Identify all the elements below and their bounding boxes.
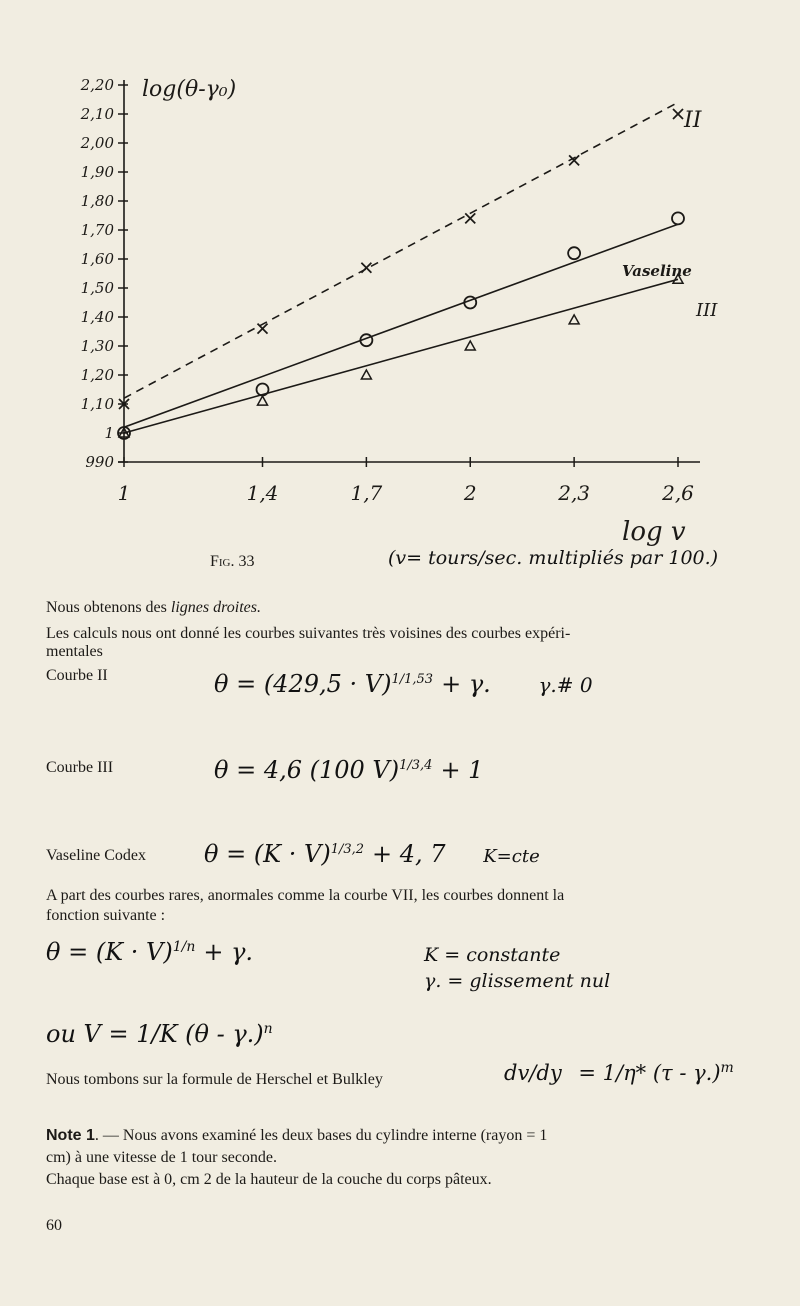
eq-main: θ = (K · V) (46, 938, 173, 966)
eq-exponent: 1/3,4 (399, 758, 433, 773)
y-axis-label: log(θ-γ₀) (142, 77, 237, 102)
y-tick-label: 1,60 (80, 250, 114, 268)
eq-main: θ = 4,6 (100 V) (214, 756, 400, 784)
label-curve-ii: II (684, 108, 702, 133)
marker-triangle (258, 396, 268, 405)
marker-triangle (569, 315, 579, 324)
y-tick-label: 1,40 (80, 308, 114, 326)
label-courbe-iii: Courbe III (46, 759, 114, 776)
equation-courbe-ii (214, 670, 593, 698)
eq-exponent: 1/3,2 (330, 842, 365, 857)
marker-x (361, 263, 371, 273)
paragraph-herschel-bulkley: Nous tombons sur la formule de Herschel et Bulkley (46, 1071, 383, 1088)
y-tick-label: 2,20 (80, 76, 114, 94)
eq-exponent: n (263, 1021, 273, 1037)
eq-main: θ = (429,5 · V) (214, 670, 392, 698)
figure-33-chart (0, 0, 800, 600)
paragraph-function-2: fonction suivante : (46, 907, 166, 924)
y-tick-label: 2,00 (80, 134, 114, 152)
marker-triangle (361, 370, 371, 379)
y-tick-label: 1 (104, 424, 114, 442)
eq-exponent: 1/1,53 (391, 672, 434, 687)
eq-tail: + γ. (441, 670, 491, 698)
label-vaseline: Vaseline (622, 262, 692, 280)
series-line-ii (124, 102, 678, 398)
label-courbe-ii: Courbe II (46, 667, 108, 684)
label-vaseline: Vaseline Codex (46, 847, 146, 864)
x-tick-label: 2,3 (558, 481, 591, 505)
eq-exponent: 1/n (172, 939, 196, 955)
equation-vaseline (204, 840, 540, 868)
x-tick-label: 2,6 (662, 481, 694, 505)
eq-main: ou V = 1/K (θ - γ.) (46, 1020, 264, 1048)
y-tick-label: 1,80 (80, 192, 114, 210)
y-tick-label: 2,10 (80, 105, 114, 123)
y-tick-label: 1,50 (80, 279, 114, 297)
page-number: 60 (46, 1217, 62, 1234)
eq-exponent: m (720, 1060, 734, 1076)
marker-x (465, 213, 475, 223)
note-body: . — Nous avons examiné les deux bases du cylindre interne (rayon = 1 (94, 1127, 548, 1144)
marker-circle (672, 212, 684, 224)
eq-tail: + 4, 7 (372, 840, 446, 868)
equation-inverse (46, 1020, 273, 1048)
figure-note: (v= tours/sec. multipliés par 100.) (388, 547, 719, 569)
x-axis-label: log v (622, 517, 686, 547)
definition-k: K = constante (424, 944, 561, 966)
eq-main: θ = (K · V) (204, 840, 331, 868)
paragraph-function: A part des courbes rares, anormales comme la courbe VII, les courbes donnent la (46, 887, 565, 904)
eq-condition: K=cte (483, 846, 540, 867)
equation-herschel-bulkley (504, 1060, 734, 1085)
equation-courbe-iii (214, 756, 483, 784)
paragraph-straight-lines (46, 598, 261, 618)
paragraph-calculations: Les calculs nous ont donné les courbes suivantes très voisines des courbes expéri- (46, 625, 571, 642)
note-1-line2: cm) à une vitesse de 1 tour seconde. (46, 1149, 278, 1166)
series-line-iii (124, 279, 678, 433)
note-1-line3: Chaque base est à 0, cm 2 de la hauteur de la couche du corps pâteux. (46, 1171, 492, 1188)
x-tick-label: 1,4 (246, 481, 279, 505)
marker-circle (568, 247, 580, 259)
text-span: Nous obtenons des (46, 599, 171, 616)
eq-tail: + γ. (203, 938, 254, 966)
y-tick-label: 1,30 (80, 337, 114, 355)
x-tick-label: 1,7 (350, 481, 383, 505)
y-tick-label: 1,20 (80, 366, 114, 384)
x-tick-label: 1 (117, 481, 131, 505)
marker-x (673, 109, 683, 119)
note-1 (46, 1126, 756, 1146)
text-italic: lignes droites. (170, 599, 261, 616)
label-curve-iii: III (696, 300, 718, 321)
eq-tail: + 1 (440, 756, 484, 784)
eq-rhs: = 1/η* (τ - γ.) (578, 1061, 721, 1085)
equation-general (46, 938, 253, 966)
y-tick-label: 1,70 (80, 221, 114, 239)
paragraph-experimental: mentales (46, 643, 103, 660)
y-tick-label: 990 (85, 453, 114, 471)
eq-lhs: dv/dy (504, 1061, 562, 1085)
marker-triangle (465, 341, 475, 350)
y-tick-label: 1,10 (80, 395, 114, 413)
note-heading: Note 1 (46, 1127, 95, 1144)
eq-condition: γ.# 0 (538, 673, 593, 697)
y-tick-label: 1,90 (80, 163, 114, 181)
figure-caption: Fig. 33 (210, 553, 255, 570)
x-tick-label: 2 (463, 481, 477, 505)
series-line-vaseline (124, 224, 678, 427)
definition-gamma: γ. = glissement nul (424, 970, 611, 992)
